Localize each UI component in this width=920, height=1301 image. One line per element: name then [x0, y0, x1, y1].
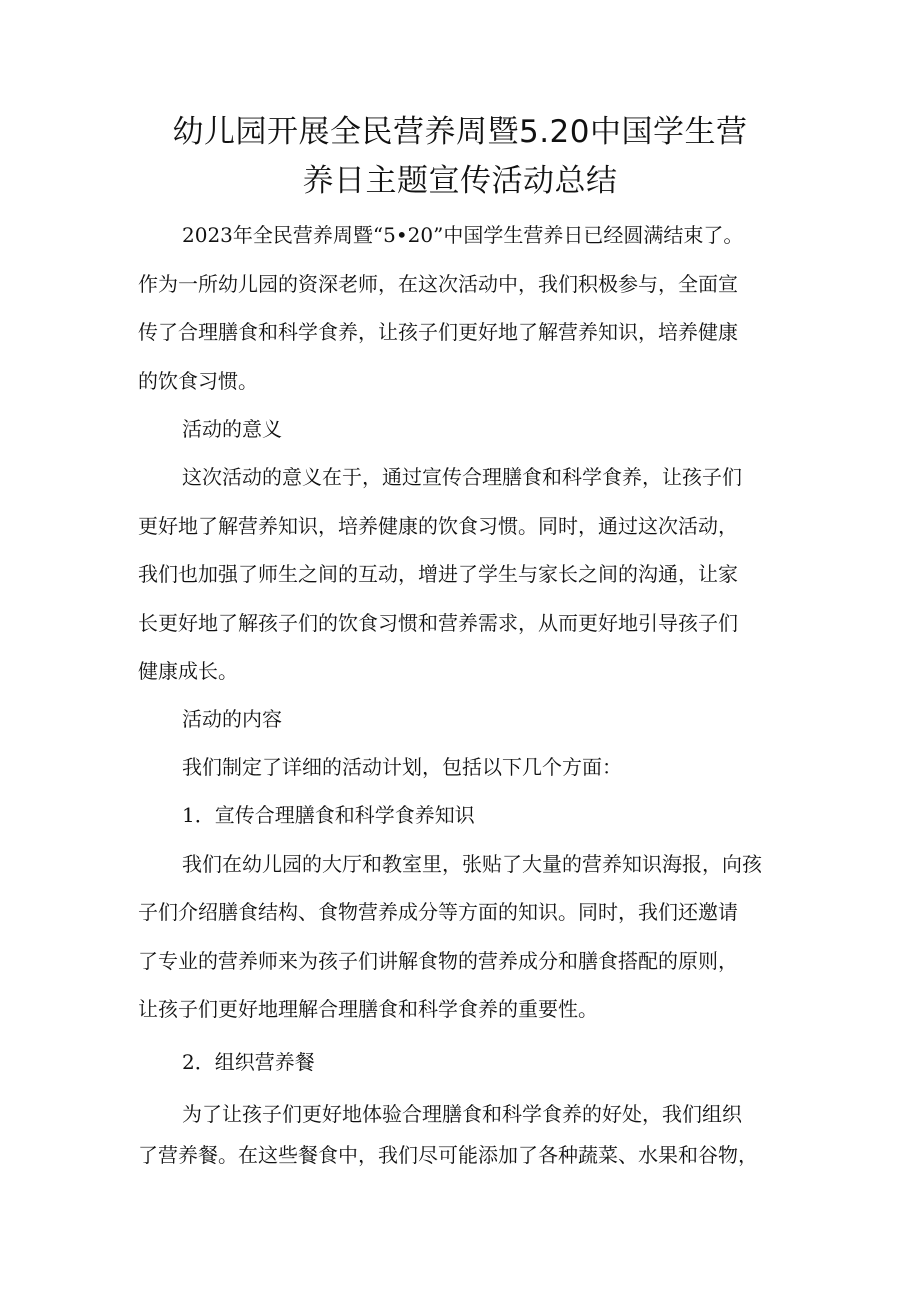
paragraph-meaning-line-3: 我们也加强了师生之间的互动，增进了学生与家长之间的沟通，让家 [138, 562, 738, 586]
paragraph-meaning-line-5: 健康成长。 [138, 659, 238, 683]
paragraph-intro-line-4: 的饮食习惯。 [138, 369, 258, 393]
paragraph-meaning-line-4: 长更好地了解孩子们的饮食习惯和营养需求，从而更好地引导孩子们 [138, 611, 738, 635]
paragraph-item1-line-3: 了专业的营养师来为孩子们讲解食物的营养成分和膳食搭配的原则， [138, 949, 738, 973]
list-item-heading-1: 1．宣传合理膳食和科学食养知识 [182, 803, 475, 827]
section-heading-content: 活动的内容 [182, 707, 282, 731]
paragraph-meaning-line-2: 更好地了解营养知识，培养健康的饮食习惯。同时，通过这次活动， [138, 514, 738, 538]
document-title-line-2: 养日主题宣传活动总结 [302, 163, 618, 199]
paragraph-item1-line-1: 我们在幼儿园的大厅和教室里，张贴了大量的营养知识海报，向孩 [182, 852, 762, 876]
paragraph-item1-line-4: 让孩子们更好地理解合理膳食和科学食养的重要性。 [138, 997, 598, 1021]
list-item-heading-2: 2．组织营养餐 [182, 1050, 315, 1074]
paragraph-item1-line-2: 子们介绍膳食结构、食物营养成分等方面的知识。同时，我们还邀请 [138, 900, 738, 924]
paragraph-intro-line-3: 传了合理膳食和科学食养，让孩子们更好地了解营养知识，培养健康 [138, 320, 738, 344]
paragraph-plan: 我们制定了详细的活动计划，包括以下几个方面： [182, 755, 622, 779]
paragraph-item2-line-2: 了营养餐。在这些餐食中，我们尽可能添加了各种蔬菜、水果和谷物， [138, 1143, 758, 1167]
paragraph-intro-line-2: 作为一所幼儿园的资深老师，在这次活动中，我们积极参与，全面宣 [138, 272, 738, 296]
document-title-line-1: 幼儿园开展全民营养周暨5.20中国学生营 [172, 114, 748, 150]
paragraph-meaning-line-1: 这次活动的意义在于，通过宣传合理膳食和科学食养，让孩子们 [182, 465, 742, 489]
section-heading-meaning: 活动的意义 [182, 417, 282, 441]
paragraph-intro-line-1: 2023年全民营养周暨“5•20”中国学生营养日已经圆满结束了。 [182, 223, 744, 247]
paragraph-item2-line-1: 为了让孩子们更好地体验合理膳食和科学食养的好处，我们组织 [182, 1102, 742, 1126]
